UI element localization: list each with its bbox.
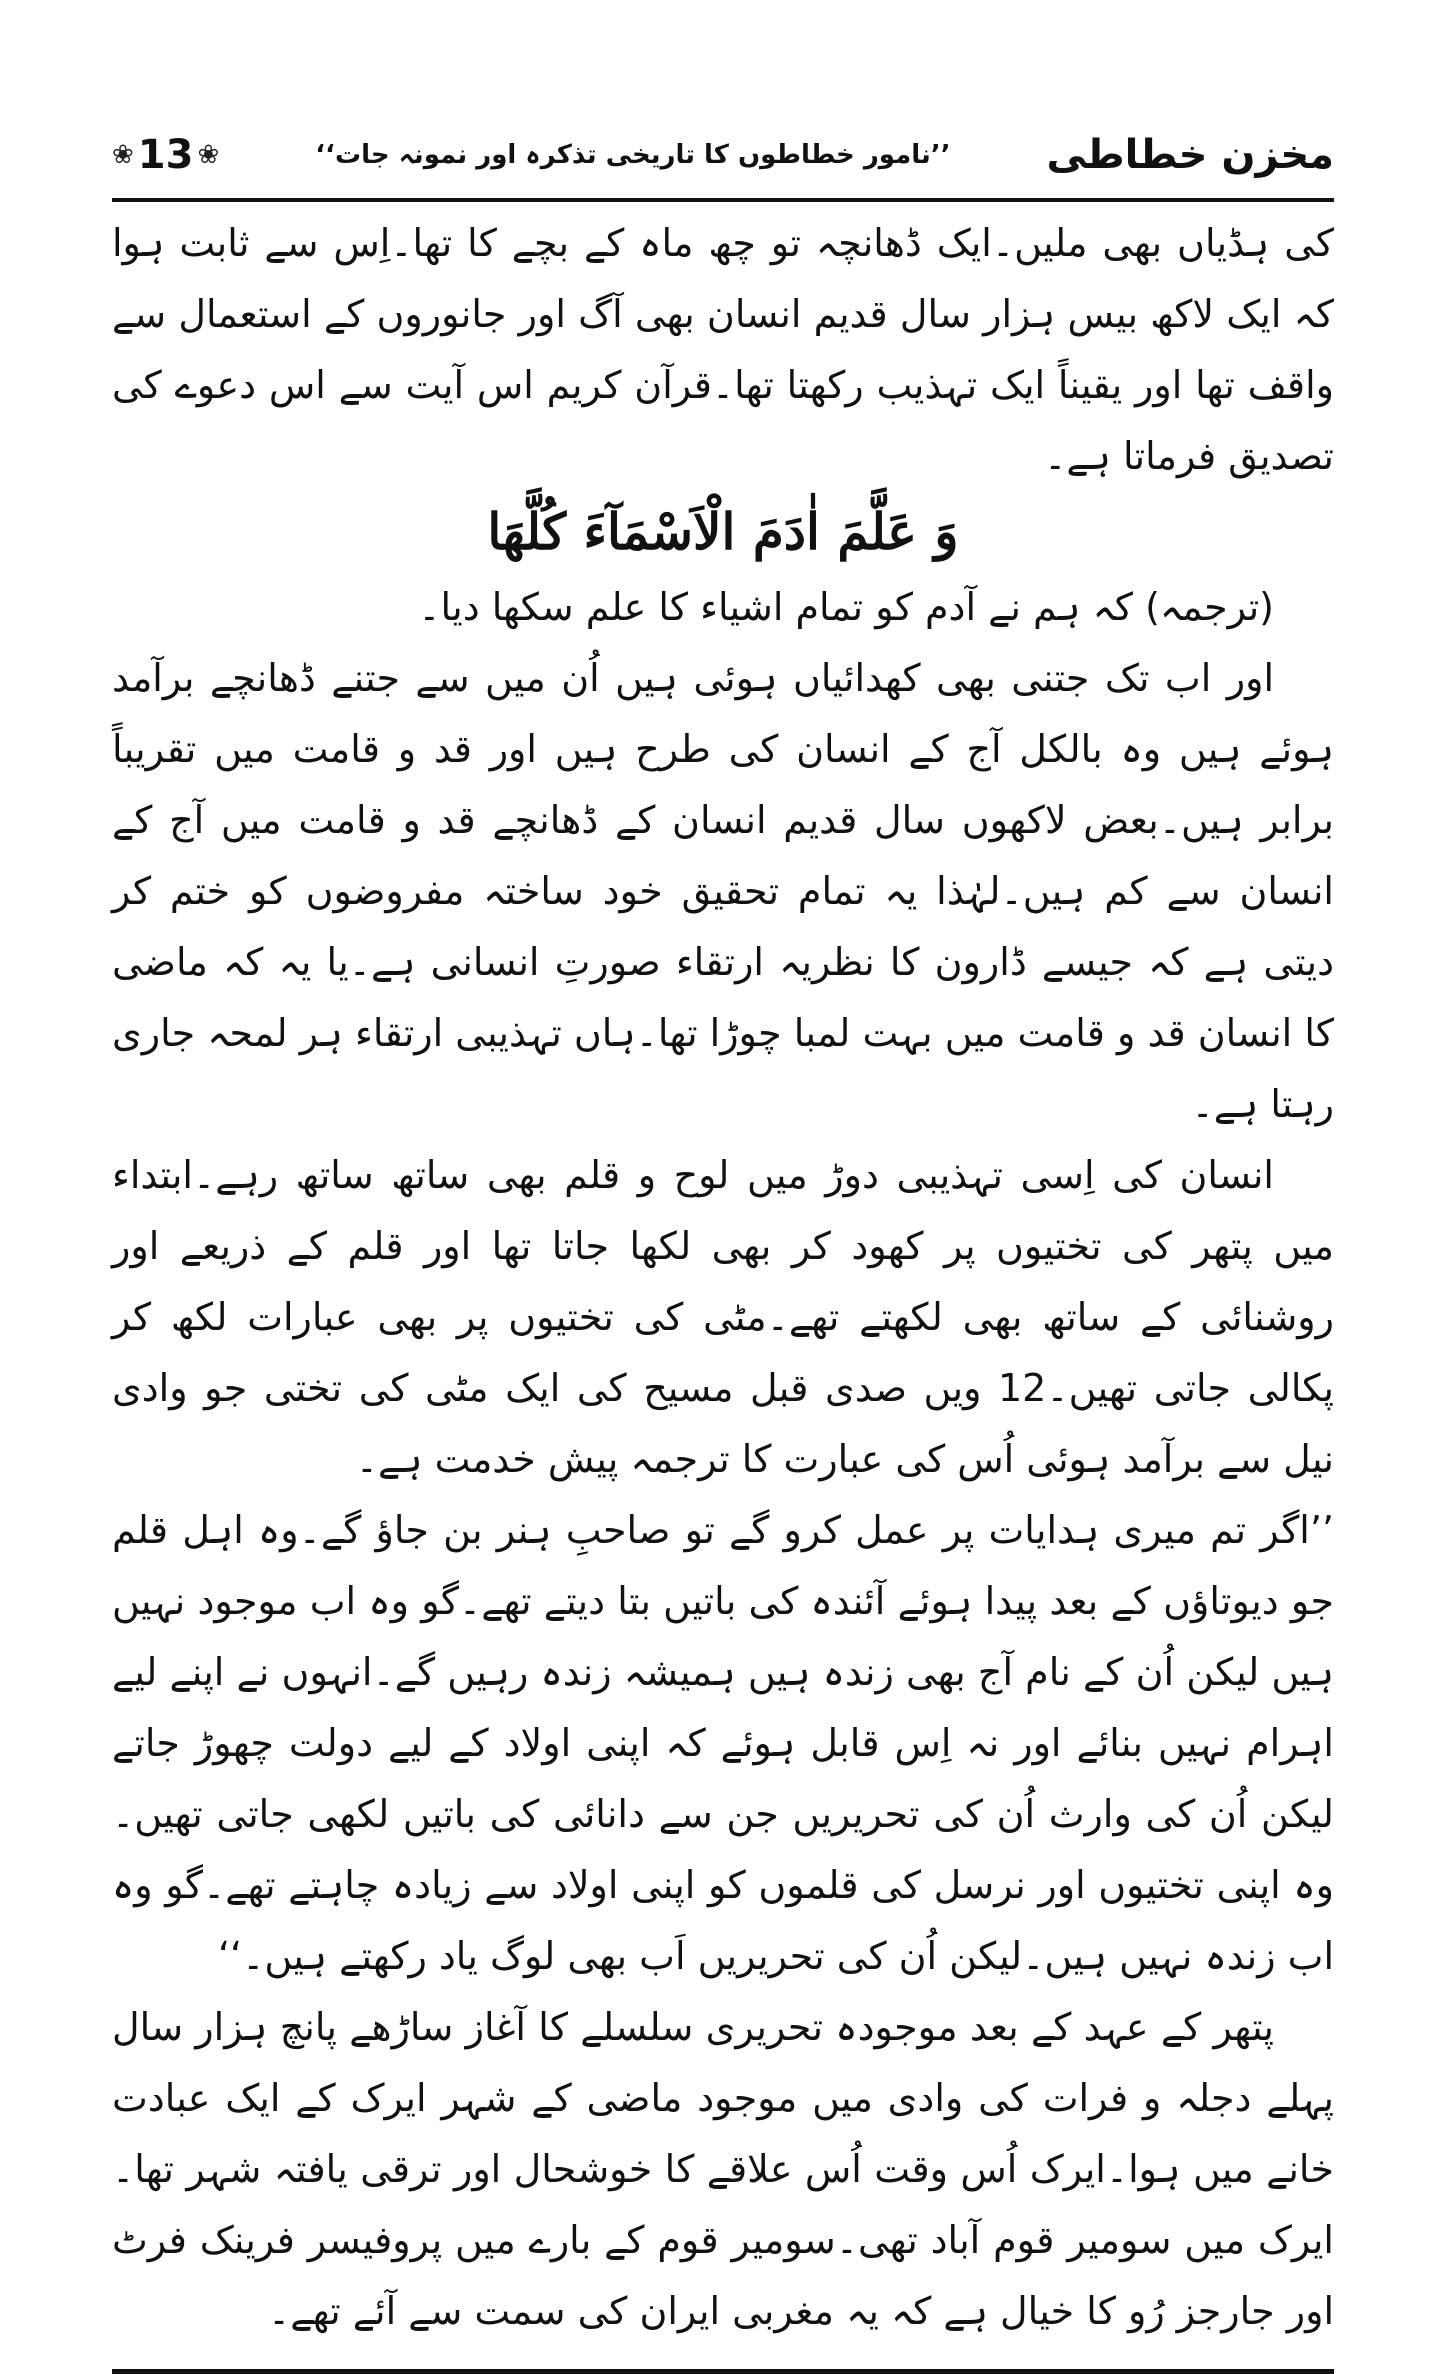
- book-page: [112, 120, 1334, 2333]
- paragraph: پتھر کے عہد کے بعد موجودہ تحریری سلسلے کا آغاز ساڑھے پانچ ہزار سال پہلے دجلہ و فرات کی وادی میں موجود ماضی کے شہر ایرک کے ایک عبادت خانے میں ہوا۔ایرک اُس وقت اُس علاقے کا خوشحال اور ترقی یافتہ شہر تھا۔ایرک میں سومیر قوم آباد تھی۔سومیر قوم کے بارے میں پروفیسر فرینک فرٹ اور جارجز رُو کا خیال ہے کہ یہ مغربی ایران کی سمت سے آئے تھے۔: [112, 2005, 1334, 2333]
- translation-line: (ترجمہ) کہ ہم نے آدم کو تمام اشیاء کا علم سکھا دیا۔: [418, 585, 1274, 629]
- left-ornament-icon: ❀: [112, 140, 134, 170]
- page-number-badge: [112, 132, 219, 178]
- right-ornament-icon: ❀: [197, 140, 220, 170]
- paragraph: اور اب تک جتنی بھی کھدائیاں ہوئی ہیں اُن میں سے جتنے ڈھانچے برآمد ہوئے ہیں وہ بالکل آج کے انسان کی طرح ہیں اور قد و قامت میں تقریباً برابر ہیں۔بعض لاکھوں سال قدیم انسان کے ڈھانچے قد و قامت میں آج کے انسان سے کم ہیں۔لہٰذا یہ تمام تحقیق خود ساختہ مفروضوں کو ختم کر دیتی ہے کہ جیسے ڈارون کا نظریہ ارتقاء صورتِ انسانی ہے۔یا یہ کہ ماضی کا انسان قد و قامت میں بہت لمبا چوڑا تھا۔ہاں تہذیبی ارتقاء ہر لمحہ جاری رہتا ہے۔: [112, 656, 1334, 1126]
- page-header: [112, 120, 1334, 190]
- paragraph: کی ہڈیاں بھی ملیں۔ایک ڈھانچہ تو چھ ماہ کے بچے کا تھا۔اِس سے ثابت ہوا کہ ایک لاکھ بیس ہزار سال قدیم انسان بھی آگ اور جانوروں کے استعمال سے واقف تھا اور یقیناً ایک تہذیب رکھتا تھا۔قرآن کریم اس آیت سے اس دعوے کی تصدیق فرماتا ہے۔: [112, 221, 1334, 478]
- paragraph: انسان کی اِسی تہذیبی دوڑ میں لوح و قلم بھی ساتھ ساتھ رہے۔ابتداء میں پتھر کی تختیوں پر کھود کر بھی لکھا جاتا تھا اور قلم کے ذریعے اور روشنائی کے ساتھ بھی لکھتے تھے۔مٹی کی تختیوں پر بھی عبارات لکھ کر پکالی جاتی تھیں۔12 ویں صدی قبل مسیح کی ایک مٹی کی تختی جو وادی نیل سے برآمد ہوئی اُس کی عبارت کا ترجمہ پیش خدمت ہے۔: [112, 1153, 1334, 1481]
- book-title: مخزن خطاطی: [1046, 132, 1334, 178]
- quran-verse: وَ عَلَّمَ اٰدَمَ الْاَسْمَآءَ كُلَّهَا: [487, 502, 959, 561]
- page-number: 13: [137, 132, 194, 178]
- header-rule: [112, 198, 1334, 202]
- quotation: ’’اگر تم میری ہدایات پر عمل کرو گے تو صاحبِ ہنر بن جاؤ گے۔وہ اہل قلم جو دیوتاؤں کے بعد پیدا ہوئے آئندہ کی باتیں بتا دیتے تھے۔گو وہ اب موجود نہیں ہیں لیکن اُن کے نام آج بھی زندہ ہیں ہمیشہ زندہ رہیں گے۔انہوں نے اپنے لیے اہرام نہیں بنائے اور نہ اِس قابل ہوئے کہ اپنی اولاد کے لیے دولت چھوڑ جاتے لیکن اُن کی وارث اُن کی تحریریں جن سے دانائی کی باتیں لکھی جاتی تھیں۔وہ اپنی تختیوں اور نرسل کی قلموں کو اپنی اولاد سے زیادہ چاہتے تھے۔گو وہ اب زندہ نہیں ہیں۔لیکن اُن کی تحریریں اَب بھی لوگ یاد رکھتے ہیں۔‘‘: [112, 1508, 1334, 1978]
- footer-rule: [112, 2369, 1334, 2374]
- running-title: ’’نامور خطاطوں کا تاریخی تذکرہ اور نمونہ جات‘‘: [315, 140, 951, 170]
- page-body: [112, 208, 1334, 2347]
